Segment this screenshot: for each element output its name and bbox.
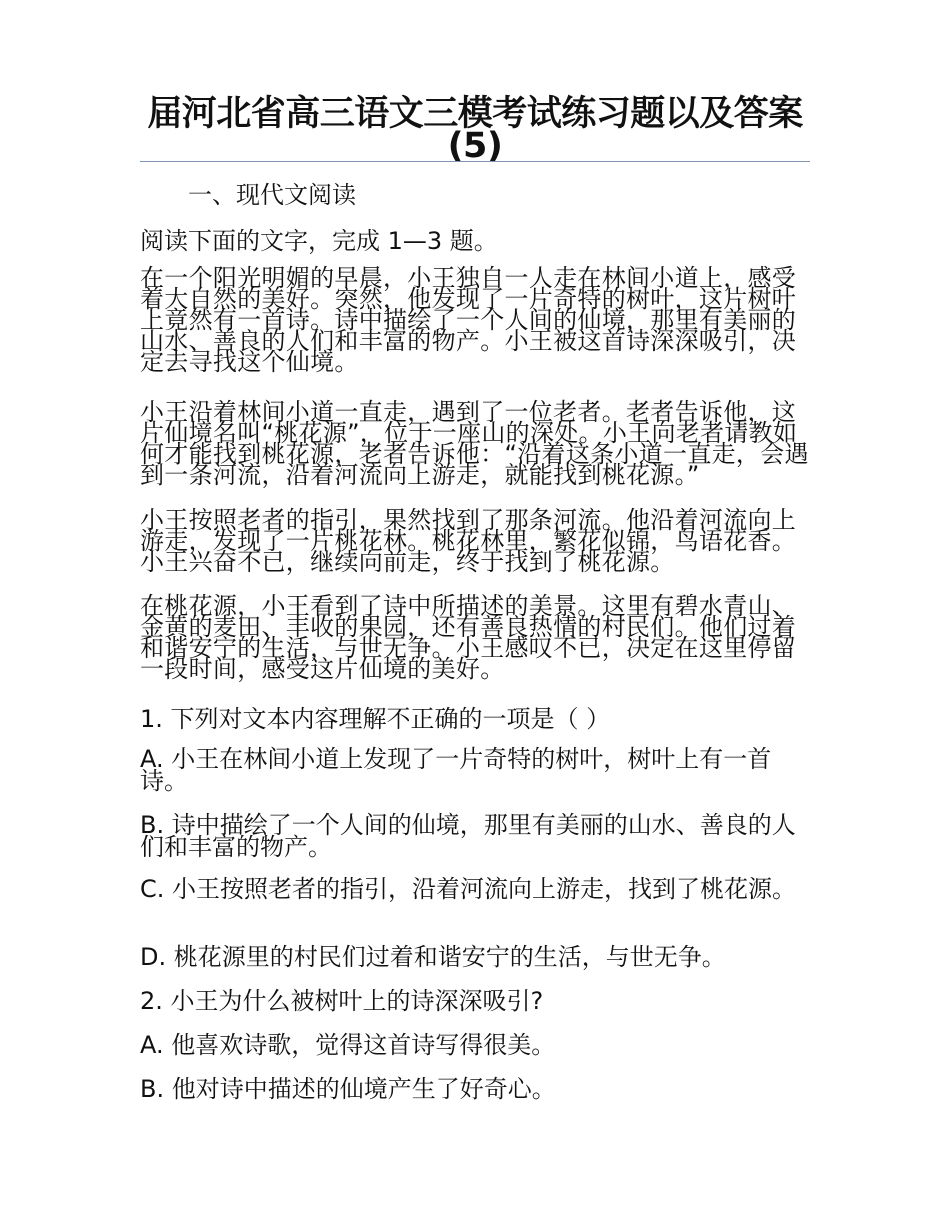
- passage-paragraph-3: 小王按照老者的指引，果然找到了那条河流。他沿着河流向上游走，发现了一片桃花林。桃花林里，繁花似锦，鸟语花香。小王兴奋不已，继续向前走，终于找到了桃花源。: [140, 506, 797, 576]
- passage-paragraph-1: 在一个阳光明媚的早晨，小王独自一人走在林间小道上，感受着大自然的美好。突然，他发现了一片奇特的树叶，这片树叶上竟然有一首诗。诗中描绘了一个人间的仙境，那里有美丽的山水、善良的人们和丰富的物产。小王被这首诗深深吸引，决定去寻找这个仙境。: [140, 264, 797, 376]
- question-1-option-c: C. 小王按照老者的指引，沿着河流向上游走，找到了桃花源。: [140, 875, 797, 903]
- reading-instruction: 阅读下面的文字，完成 1—3 题。: [140, 227, 498, 255]
- passage-paragraph-2: 小王沿着林间小道一直走，遇到了一位老者。老者告诉他，这片仙境名叫“桃花源”，位于一座山的深处。小王向老者请教如何才能找到桃花源，老者告诉他：“沿着这条小道一直走，会遇到一条河流，沿着河流向上游走，就能找到桃花源。”: [140, 398, 809, 489]
- question-1-stem: 1. 下列对文本内容理解不正确的一项是（ ）: [140, 705, 611, 733]
- question-1-option-d: D. 桃花源里的村民们过着和谐安宁的生活，与世无争。: [140, 943, 726, 971]
- section-heading: 一、现代文阅读: [188, 181, 356, 209]
- question-1-option-b: B. 诗中描绘了一个人间的仙境，那里有美丽的山水、善良的人们和丰富的物产。: [140, 811, 796, 861]
- question-2-stem: 2. 小王为什么被树叶上的诗深深吸引?: [140, 987, 544, 1015]
- question-2-option-a: A. 他喜欢诗歌，觉得这首诗写得很美。: [140, 1031, 556, 1059]
- passage-paragraph-4: 在桃花源，小王看到了诗中所描述的美景。这里有碧水青山、金黄的麦田、丰收的果园，还有善良热情的村民们。他们过着和谐安宁的生活，与世无争。小王感叹不已，决定在这里停留一段时间，感受这片仙境的美好。: [140, 592, 797, 683]
- question-2-option-b: B. 他对诗中描述的仙境产生了好奇心。: [140, 1075, 556, 1103]
- title-divider: [140, 161, 810, 162]
- question-1-option-a: A. 小王在林间小道上发现了一片奇特的树叶，树叶上有一首诗。: [140, 745, 772, 795]
- page-title: 届河北省高三语文三模考试练习题以及答案(5): [147, 94, 803, 166]
